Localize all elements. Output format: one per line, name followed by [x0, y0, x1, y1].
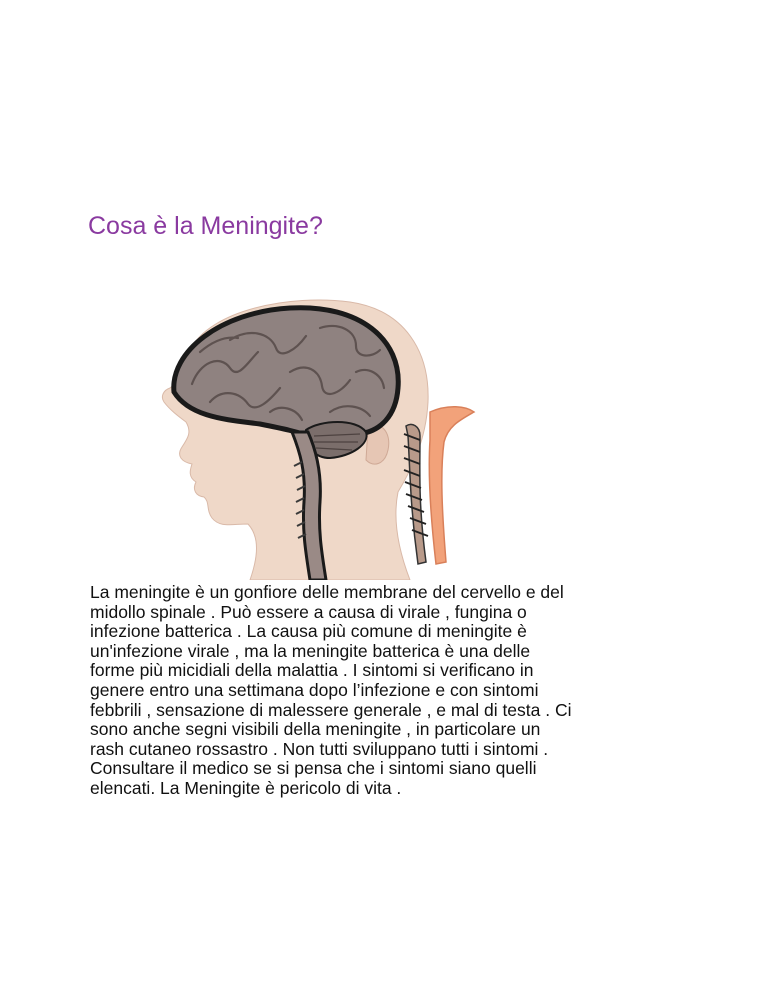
body-line: genere entro una settimana dopo l’infezione e con sintomi — [90, 679, 539, 700]
body-line: elencati. La Meningite è pericolo di vita . — [90, 777, 402, 798]
body-paragraph — [90, 583, 738, 799]
page-title: Cosa è la Meningite? — [88, 212, 323, 240]
body-line: forme più micidiali della malattia . I sintomi si verificano in — [90, 660, 534, 681]
spine-membrane-orange — [429, 407, 474, 564]
body-line: La meningite è un gonfiore delle membrane del cervello e del — [90, 582, 564, 602]
body-line: Consultare il medico se si pensa che i sintomi siano quelli — [90, 758, 537, 779]
body-line: infezione batterica . La causa più comune di meningite è — [90, 621, 527, 642]
body-line: rash cutaneo rossastro . Non tutti sviluppano tutti i sintomi . — [90, 738, 549, 759]
body-line: sono anche segni visibili della meningite , in particolare un — [90, 719, 541, 740]
meningitis-illustration — [130, 292, 480, 580]
body-line: febbrili , sensazione di malessere generale , e mal di testa . Ci — [90, 699, 572, 720]
body-line: un'infezione virale , ma la meningite batterica è una delle — [90, 640, 531, 661]
body-line: midollo spinale . Può essere a causa di virale , fungina o — [90, 601, 527, 622]
